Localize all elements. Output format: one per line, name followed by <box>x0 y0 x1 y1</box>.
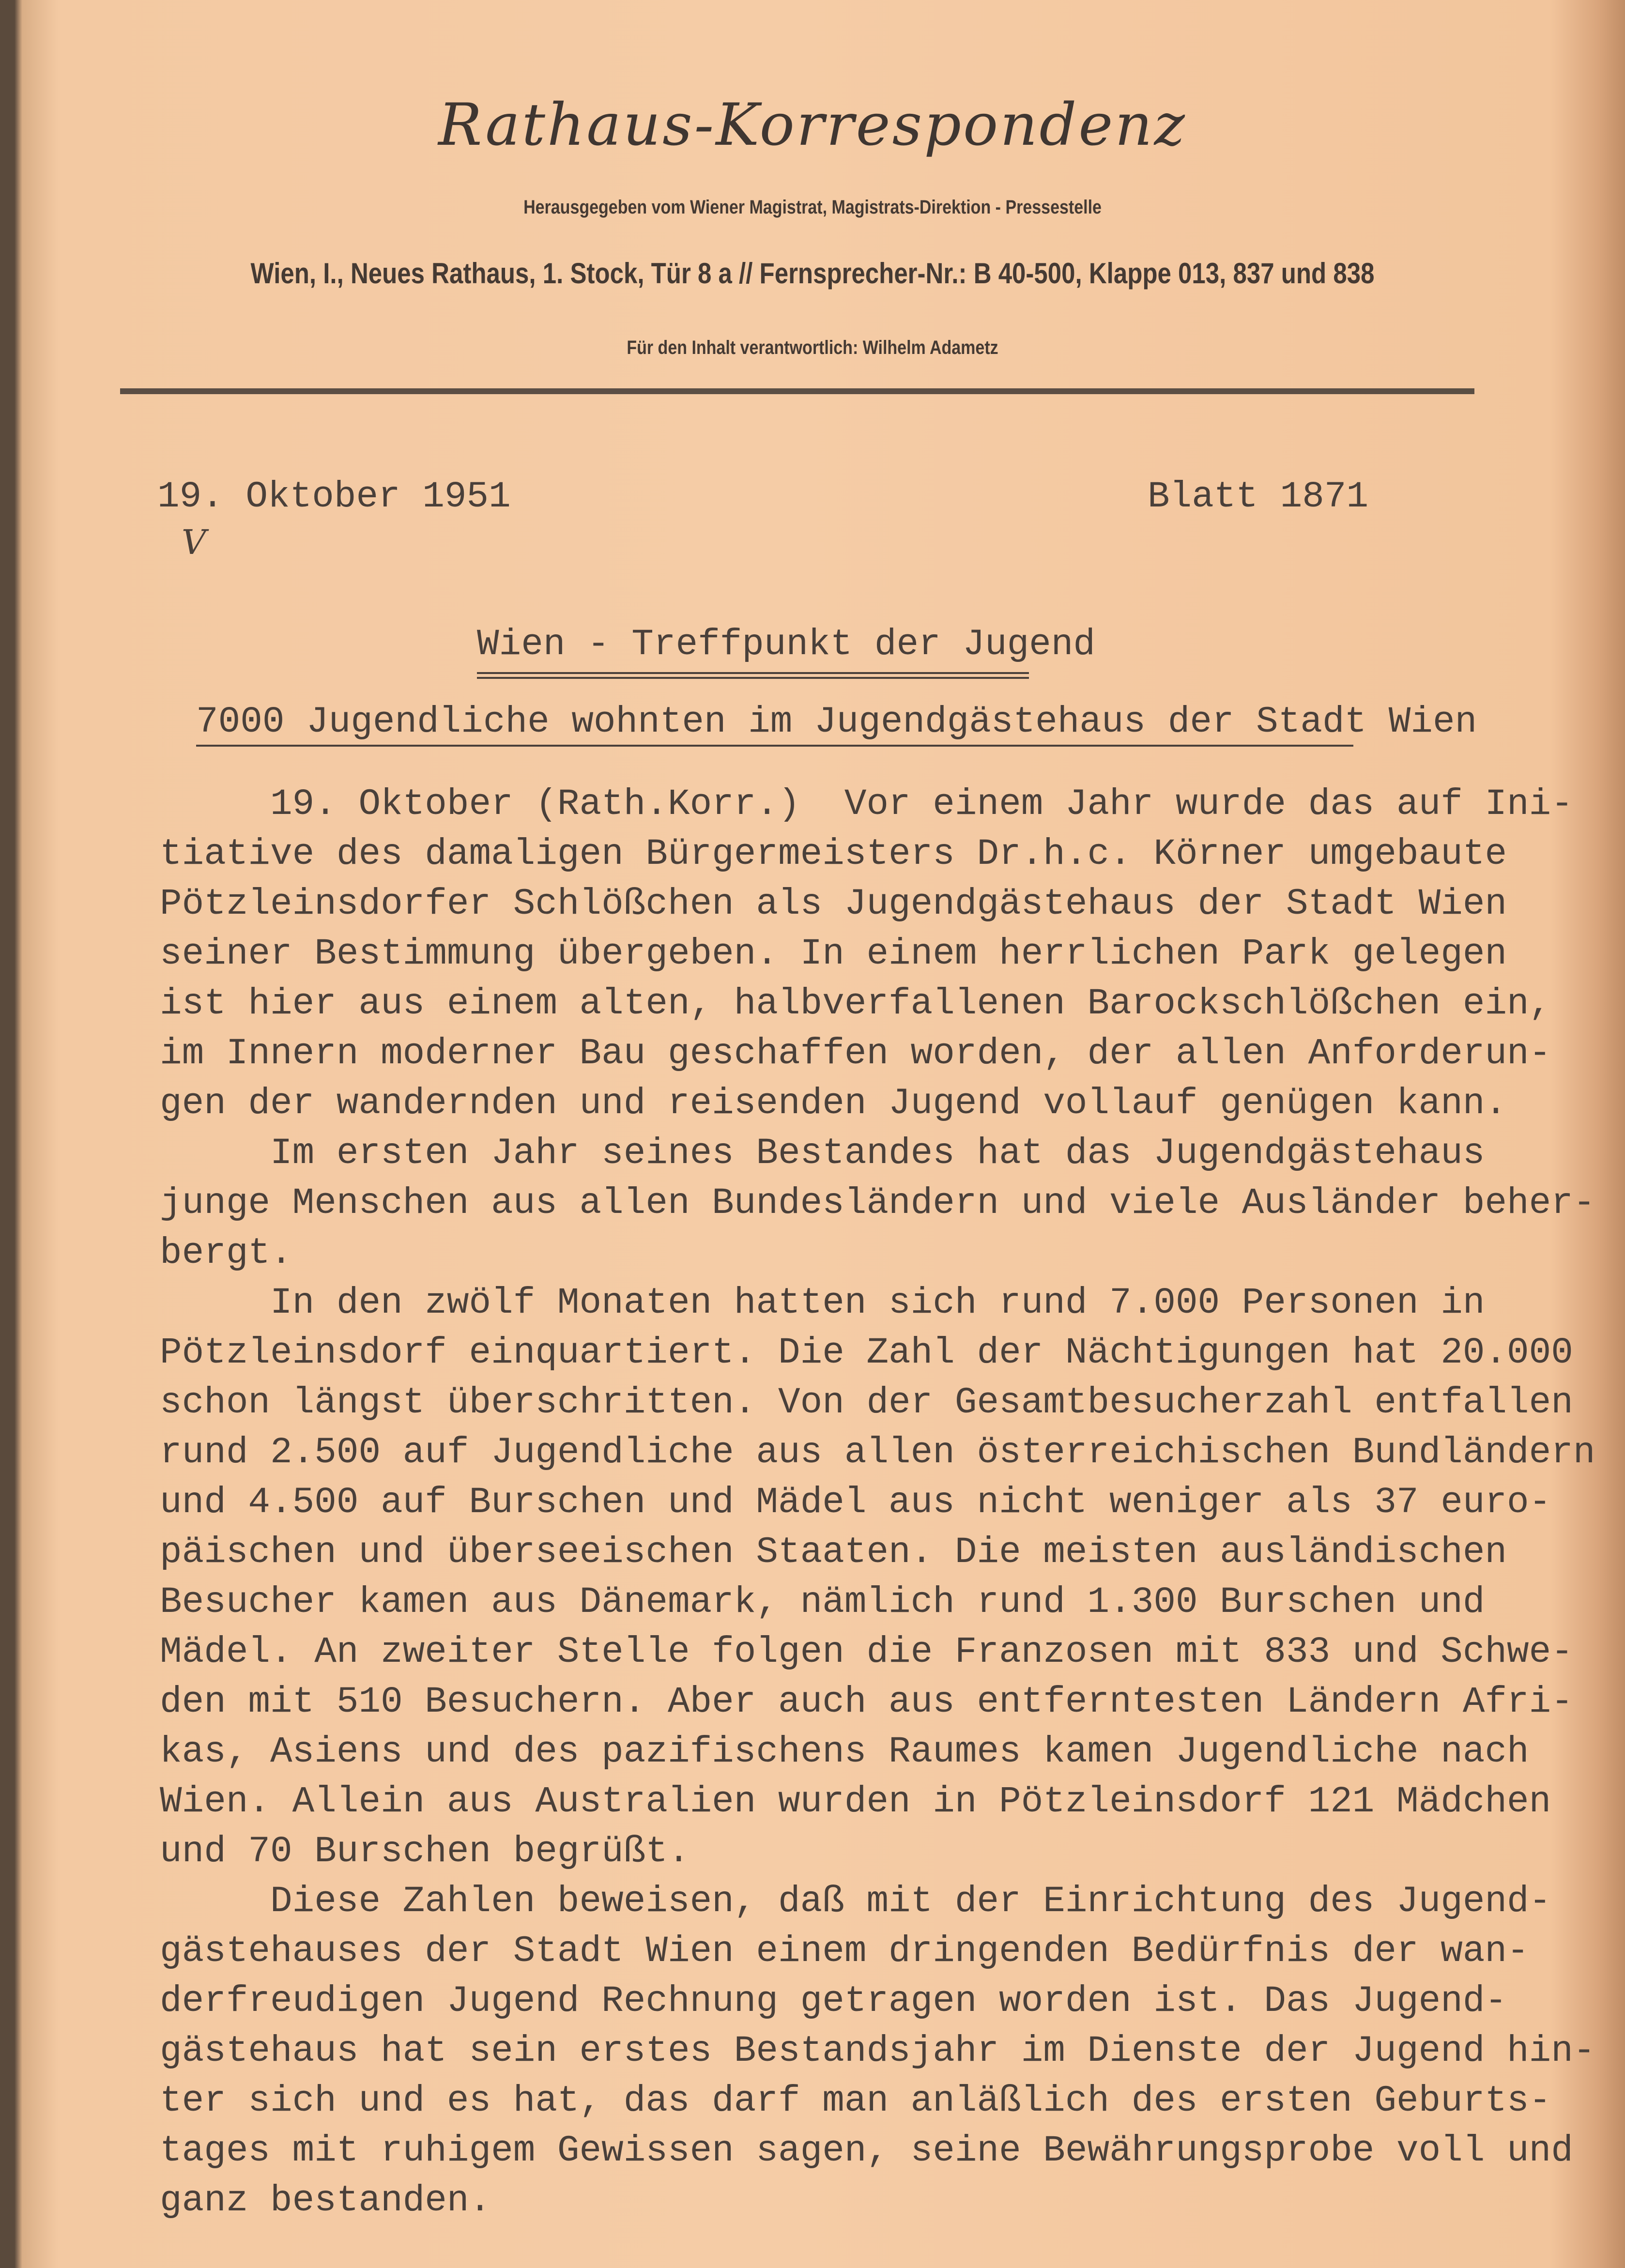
body-line: gen der wandernden und reisenden Jugend vollauf genügen kann. <box>160 1083 1507 1124</box>
document-date: 19. Oktober 1951 <box>157 476 511 518</box>
body-line: In den zwölf Monaten hatten sich rund 7.000 Personen in <box>160 1282 1485 1324</box>
masthead-subtitle: Herausgegeben vom Wiener Magistrat, Magistrats-Direktion - Pressestelle <box>523 197 1102 218</box>
sheet-number: Blatt 1871 <box>1148 476 1369 518</box>
body-line: gästehaus hat sein erstes Bestandsjahr im Dienste der Jugend hin- <box>160 2030 1595 2072</box>
body-line: und 4.500 auf Burschen und Mädel aus nicht weniger als 37 euro- <box>160 1482 1551 1523</box>
body-line: ter sich und es hat, das darf man anläßlich des ersten Geburts- <box>160 2080 1551 2122</box>
body-line: Besucher kamen aus Dänemark, nämlich rund 1.300 Burschen und <box>160 1581 1485 1623</box>
body-line: tiative des damaligen Bürgermeisters Dr.h.c. Körner umgebaute <box>160 833 1507 875</box>
body-line: päischen und überseeischen Staaten. Die meisten ausländischen <box>160 1532 1507 1573</box>
headline: Wien - Treffpunkt der Jugend <box>477 624 1096 665</box>
body-line: junge Menschen aus allen Bundesländern und viele Ausländer beher- <box>160 1182 1595 1224</box>
headline-double-underline <box>477 672 1029 679</box>
body-line: den mit 510 Besuchern. Aber auch aus entferntesten Ländern Afri- <box>160 1681 1573 1723</box>
body-line: derfreudigen Jugend Rechnung getragen worden ist. Das Jugend- <box>160 1980 1507 2022</box>
body-line: seiner Bestimmung übergeben. In einem herrlichen Park gelegen <box>160 933 1507 975</box>
masthead-address: Wien, I., Neues Rathaus, 1. Stock, Tür 8 a // Fernsprecher-Nr.: B 40-500, Klappe 013, 837 und 838 <box>250 257 1375 290</box>
body-line: rund 2.500 auf Jugendliche aus allen österreichischen Bundländern <box>160 1432 1595 1473</box>
body-line: im Innern moderner Bau geschaffen worden, der allen Anforderun- <box>160 1033 1551 1074</box>
masthead-title: Rathaus-Korrespondenz <box>438 92 1187 159</box>
subheadline-underline <box>196 745 1353 747</box>
body-line: gästehauses der Stadt Wien einem dringenden Bedürfnis der wan- <box>160 1931 1529 1972</box>
body-line: kas, Asiens und des pazifischens Raumes kamen Jugendliche nach <box>160 1731 1529 1773</box>
body-line: Diese Zahlen beweisen, daß mit der Einrichtung des Jugend- <box>160 1881 1551 1922</box>
body-line: Pötzleinsdorf einquartiert. Die Zahl der Nächtigungen hat 20.000 <box>160 1332 1573 1374</box>
body-line: tages mit ruhigem Gewissen sagen, seine Bewährungsprobe voll und <box>160 2130 1573 2172</box>
article-body <box>160 780 1595 2226</box>
masthead-responsible: Für den Inhalt verantwortlich: Wilhelm Adametz <box>627 337 998 358</box>
body-line: bergt. <box>160 1232 292 1274</box>
handwritten-mark: V <box>182 522 206 562</box>
body-line: Mädel. An zweiter Stelle folgen die Franzosen mit 833 und Schwe- <box>160 1631 1573 1673</box>
body-line: schon längst überschritten. Von der Gesamtbesucherzahl entfallen <box>160 1382 1573 1424</box>
body-line: Wien. Allein aus Australien wurden in Pötzleinsdorf 121 Mädchen <box>160 1781 1551 1823</box>
body-line: und 70 Burschen begrüßt. <box>160 1831 690 1872</box>
body-line: ist hier aus einem alten, halbverfallenen Barockschlößchen ein, <box>160 983 1551 1025</box>
body-line: Im ersten Jahr seines Bestandes hat das Jugendgästehaus <box>160 1133 1485 1174</box>
masthead-rule <box>120 388 1474 394</box>
body-line: ganz bestanden. <box>160 2180 491 2222</box>
subheadline: 7000 Jugendliche wohnten im Jugendgästehaus der Stadt Wien <box>196 701 1477 743</box>
body-line: 19. Oktober (Rath.Korr.) Vor einem Jahr wurde das auf Ini- <box>160 783 1573 825</box>
body-line: Pötzleinsdorfer Schlößchen als Jugendgästehaus der Stadt Wien <box>160 883 1507 925</box>
